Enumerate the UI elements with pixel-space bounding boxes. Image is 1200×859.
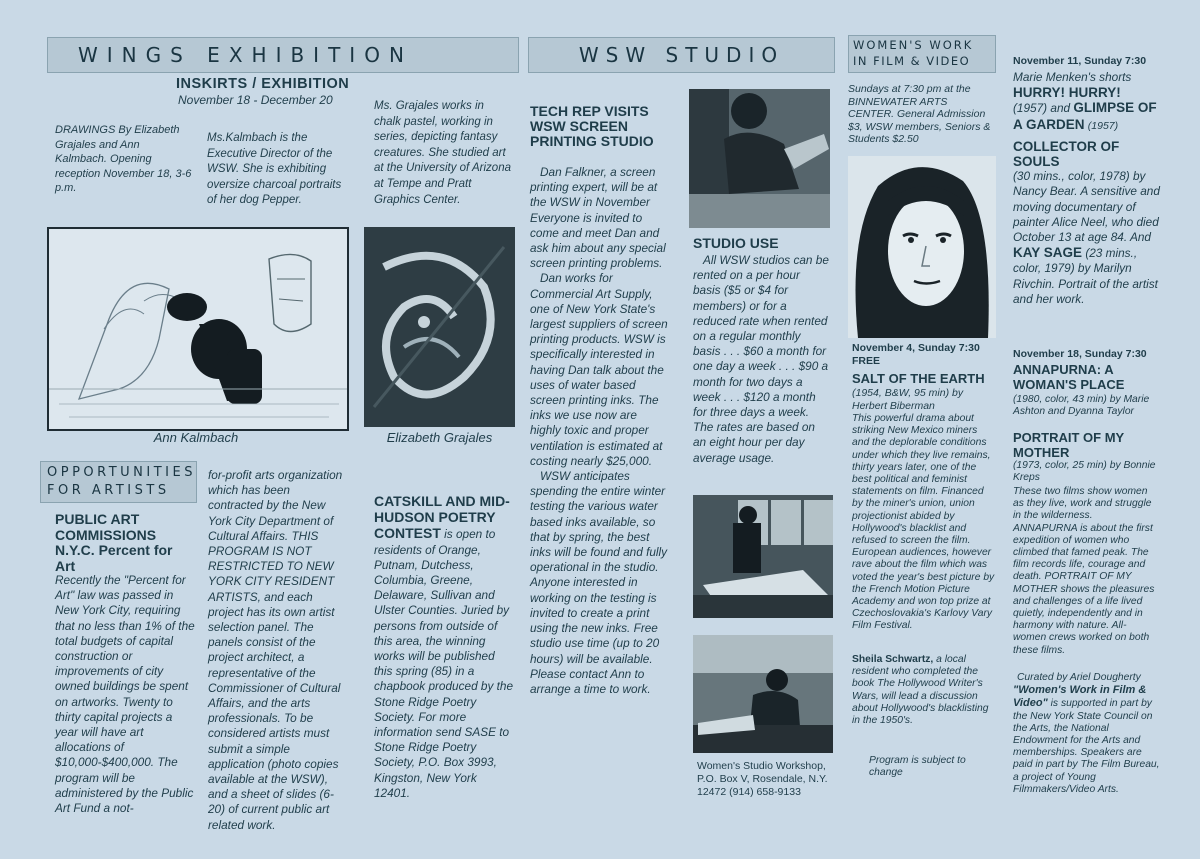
grajales-drawing xyxy=(364,227,515,427)
menken-intro: Marie Menken's shorts xyxy=(1013,70,1132,84)
studio-photo-icon xyxy=(693,495,833,618)
opportunities-banner-line2: FOR ARTISTS xyxy=(47,483,170,498)
techrep-p2: Everyone is invited to come and meet Dan and ask him about any special screen printing problems. xyxy=(530,210,666,271)
techrep-p3: Dan works for Commercial Art Supply, one of New York State's largest suppliers of screen printing products. WSW is specifically interested in having Dan talk about the uses of water based screen printing inks. The inks we use now are highly toxic and proper ventilation is estimated at costing nearly $25,000. xyxy=(530,271,668,468)
sheila-block xyxy=(852,654,997,727)
creature-drawing-icon xyxy=(364,227,515,427)
catskill-headline: CATSKILL AND MID-HUDSON POETRY CONTEST xyxy=(374,493,510,542)
collector-title: COLLECTOR OF SOULS xyxy=(1013,138,1120,170)
portrait-body: These two films show women as they live, work and struggle in the wilderness. ANNAPURNA is about the first expedition of women who climbed that famed peak. The film records life, courage and death. PORTRAIT OF MY MOTHER shows the pleasures and challenges of a life lived quietly, independently and in harmony with nature. All-women crews worked on both these films. xyxy=(1013,486,1155,656)
wwfv-title: "Women's Work in Film & Video" xyxy=(1013,684,1147,710)
caption-grajales: Elizabeth Grajales xyxy=(386,430,493,445)
glimpse-title: GLIMPSE OF A GARDEN xyxy=(1013,100,1157,132)
nov4-date: November 4, Sunday 7:30 xyxy=(852,342,980,354)
wings-banner-title: WINGS EXHIBITION xyxy=(78,43,413,67)
salt-credit: (1954, B&W, 95 min) by Herbert Biberman xyxy=(852,387,964,412)
opportunities-banner-line1: OPPORTUNITIES xyxy=(47,465,196,480)
nov4-free: FREE xyxy=(852,355,881,367)
sheila-body: a local resident who completed the book The Hollywood Writer's Wars, will lead a discussion about Hollywood's blacklisting in the 1950's. xyxy=(852,654,989,727)
film-banner xyxy=(848,35,996,73)
kalmbach-drawing xyxy=(47,227,349,431)
portrait-credit: (1973, color, 25 min) by Bonnie Kreps xyxy=(1013,460,1156,484)
sheila-name: Sheila Schwartz, xyxy=(852,654,934,665)
kalmbach-bio: Ms.Kalmbach is the Executive Director of the WSW. She is exhibiting oversize charcoal portraits of her dog Pepper. xyxy=(207,132,342,207)
public-art-col1: Recently the "Percent for Art" law was passed in New York City, requiring that no less than 1% of the total budgets of capital construction or improvements of city owned buildings be spent on artworks. Twenty to thirty capital projects a year will have art allocations of $10,000-$400,000. The program will be administered by the Public Art Fund a not- xyxy=(55,573,195,816)
wings-banner xyxy=(47,37,519,73)
opportunities-banner xyxy=(40,461,197,503)
catskill-body: is open to residents of Orange, Putnam, Dutchess, Columbia, Greene, Delaware, Sullivan and Ulster Counties. Juried by persons from outside of this area, the winning works will be published this spring (85) in a chapbook produced by the Stone Ridge Poetry Society. For more information send SASE to Stone Ridge Poetry Society, P.O. Box 3993, Kingston, New York 12401. xyxy=(374,527,514,800)
nov11-date: November 11, Sunday 7:30 xyxy=(1013,55,1147,67)
studio-address: Women's Studio Workshop, P.O. Box V, Rosendale, N.Y. 12472 (914) 658-9133 xyxy=(697,760,828,798)
support-text: is supported in part by the New York State Council on the Arts, the National Endowment for the Arts and memberships. Speakers are paid in part by The Film Bureau, a project of Young Filmmakers/Video Arts. xyxy=(1013,698,1160,795)
glimpse-year: (1957) xyxy=(1087,119,1119,132)
salt-body: This powerful drama about striking New Mexico miners and the deplorable conditions under which they live remains, thirty years later, one of the best political and feminist statements on film. Financed by the miner's union, union projectionist abided by Hollywood's blacklist and refused to screen the film. European audiences, however rave about the film which was voted the year's best picture by the French Motion Picture Academy and won top prize at Czechoslovakia's Karlovy Vary Film Festival. xyxy=(852,413,995,632)
techrep-p4: WSW anticipates spending the entire winter testing the various water based inks available, so that by spring, the best inks will be found and fully operational in the studio. Anyone interested in working on the testing is invited to create a print using the new inks. Free studio use time (up to 20 hours) will be available. Please contact Ann to arrange a time to work. xyxy=(530,469,668,696)
grajales-bio: Ms. Grajales works in chalk pastel, working in series, depicting fantasy creatures. She studied art at the University of Arizona at Tempe and Pratt Graphics Center. xyxy=(374,100,511,206)
studio-banner-title: WSW STUDIO xyxy=(578,43,785,67)
hurry-title: HURRY! HURRY! xyxy=(1013,85,1121,101)
kaysage-body: (23 mins., color, 1979) by Marilyn Rivchin. Portrait of the artist and her work. xyxy=(1013,246,1158,306)
hurry-year: (1957) and xyxy=(1013,101,1071,116)
studio-photo-icon xyxy=(693,635,833,753)
annapurna-credit: (1980, color, 43 min) by Marie Ashton and Dyanna Taylor xyxy=(1013,394,1150,418)
curated-line: Curated by Ariel Dougherty xyxy=(1017,672,1141,683)
portrait-title: PORTRAIT OF MY MOTHER xyxy=(1013,430,1124,460)
techrep-p1: Dan Falkner, a screen printing expert, will be at the WSW in November xyxy=(530,165,658,210)
portrait-photo xyxy=(848,156,996,338)
annapurna-title: ANNAPURNA: A WOMAN'S PLACE xyxy=(1013,362,1125,392)
nov11-block xyxy=(1013,70,1161,307)
studio-photo-middle xyxy=(693,495,833,618)
studio-use-body: All WSW studios can be rented on a per hour basis ($5 or $4 for members) or for a reduced rate when rented on a regular monthly basis . . . $60 a month for one day a week . . . $90 a month for two days a week . . . $120 a month for three days a week. The rates are based on an eight hour per day average usage. xyxy=(693,253,829,465)
wings-dates: November 18 - December 20 xyxy=(178,93,333,107)
public-art-headline: PUBLIC ART COMMISSIONS N.Y.C. Percent for Art xyxy=(55,511,173,574)
kaysage-title: KAY SAGE xyxy=(1013,245,1083,261)
studio-photo-top xyxy=(689,89,830,228)
collector-body: (30 mins., color, 1978) by Nancy Bear. A sensitive and moving documentary of painter Alice Neel, who died October 13 at age 84. And xyxy=(1013,169,1160,245)
public-art-col2: for-profit arts organization which has been contracted by the New York City Department of Cultural Affairs. THIS PROGRAM IS NOT RESTRICTED TO NEW YORK CITY RESIDENT ARTISTS, and each project has its own artist selection panel. The panels consist of the project architect, a representative of the Commissioner of Cultural Affairs, and the arts professionals. To be considered artists must submit a simple application (photo copies available at the WSW), and a sheet of slides (6-20) of current public art related work. xyxy=(208,468,343,832)
techrep-body xyxy=(530,165,670,697)
dog-drawing-icon xyxy=(49,229,347,429)
techrep-headline: TECH REP VISITS WSW SCREEN PRINTING STUDIO xyxy=(530,103,654,149)
studio-photo-icon xyxy=(689,89,830,228)
film-intro: Sundays at 7:30 pm at the BINNEWATER ARTS CENTER. General Admission $3, WSW members, Seniors & Students $2.50 xyxy=(848,83,991,145)
film-banner-line1: WOMEN'S WORK xyxy=(853,38,974,52)
studio-banner xyxy=(528,37,835,73)
nov18-date: November 18, Sunday 7:30 xyxy=(1013,348,1147,360)
studio-use-headline: STUDIO USE xyxy=(693,235,779,251)
film-banner-line2: IN FILM & VIDEO xyxy=(853,54,971,68)
wings-drawings-text: DRAWINGS By Elizabeth Grajales and Ann Kalmbach. Opening reception November 18, 3-6 p.m. xyxy=(55,124,192,194)
wings-title: INSKIRTS / EXHIBITION xyxy=(176,76,350,92)
studio-photo-bottom xyxy=(693,635,833,753)
caption-kalmbach: Ann Kalmbach xyxy=(153,430,239,445)
curated-block xyxy=(1013,672,1161,796)
catskill-block xyxy=(374,494,514,801)
salt-title: SALT OF THE EARTH xyxy=(852,371,985,386)
program-note: Program is subject to change xyxy=(869,755,966,779)
portrait-photo-icon xyxy=(848,156,996,338)
